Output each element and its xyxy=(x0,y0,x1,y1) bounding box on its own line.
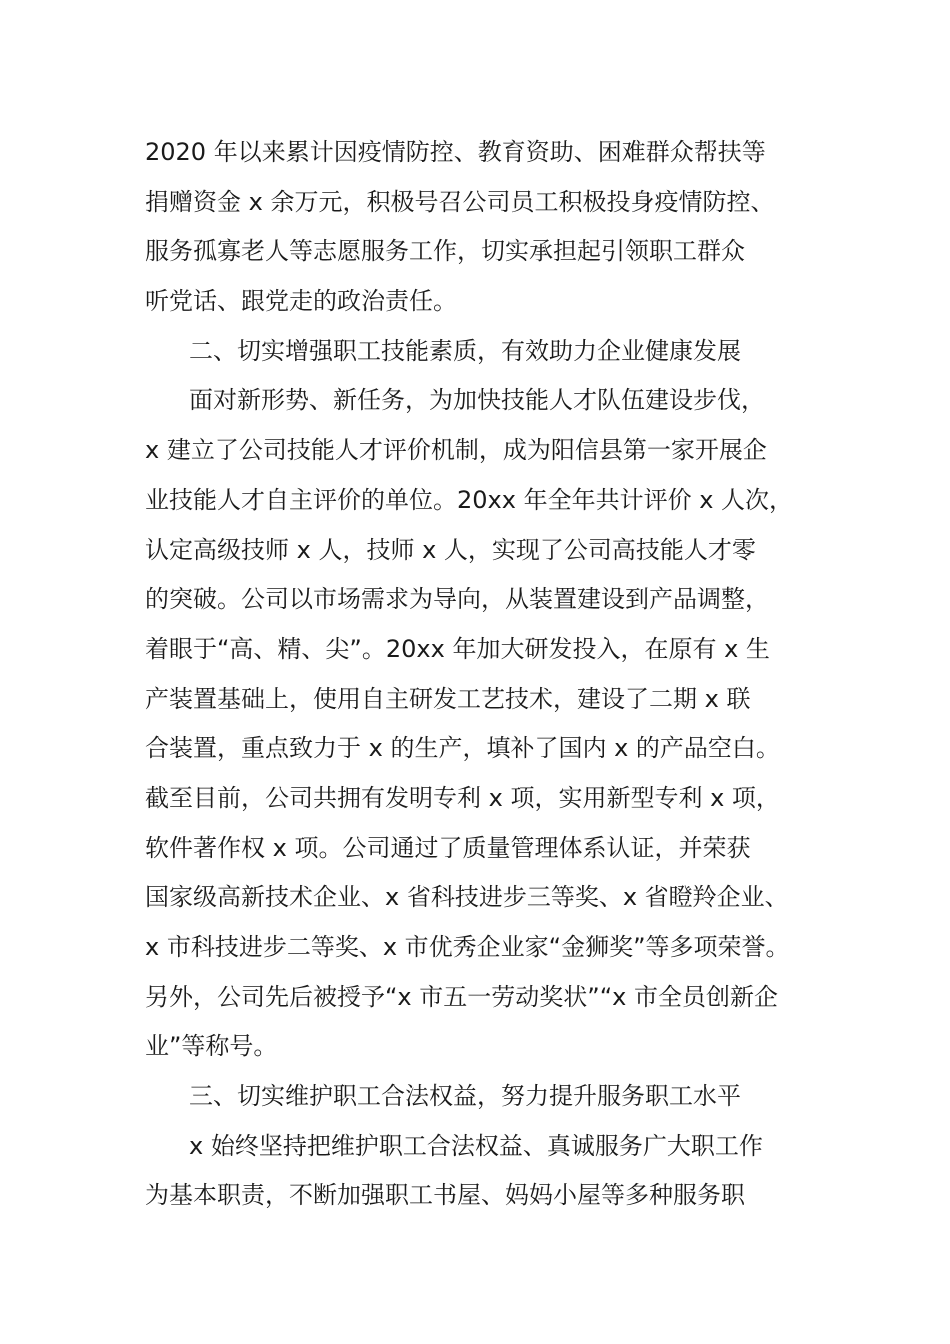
section-heading-2: 二、切实增强职工技能素质，有效助力企业健康发展 xyxy=(189,336,741,365)
paragraph-line: 为基本职责，不断加强职工书屋、妈妈小屋等多种服务职 xyxy=(145,1181,745,1210)
paragraph-line: 捐赠资金 x 余万元，积极号召公司员工积极投身疫情防控、 xyxy=(145,187,775,216)
paragraph-line: 听党话、跟党走的政治责任。 xyxy=(145,287,457,316)
paragraph-line: 着眼于“高、精、尖”。20xx 年加大研发投入，在原有 x 生 xyxy=(145,634,770,663)
paragraph-line: x 市科技进步二等奖、x 市优秀企业家“金狮奖”等多项荣誉。 xyxy=(145,933,790,961)
paragraph-line: 2020 年以来累计因疫情防控、教育资助、困难群众帮扶等 xyxy=(145,138,766,166)
paragraph-line: 另外，公司先后被授予“x 市五一劳动奖状”“x 市全员创新企 xyxy=(145,982,778,1011)
paragraph-line: 业技能人才自主评价的单位。20xx 年全年共计评价 x 人次， xyxy=(145,485,794,514)
paragraph-line: 截至目前，公司共拥有发明专利 x 项，实用新型专利 x 项， xyxy=(145,783,780,812)
paragraph-line: 认定高级技师 x 人，技师 x 人，实现了公司高技能人才零 xyxy=(145,535,756,564)
paragraph-line: 服务孤寡老人等志愿服务工作，切实承担起引领职工群众 xyxy=(145,237,745,266)
section-heading-3: 三、切实维护职工合法权益，努力提升服务职工水平 xyxy=(189,1082,741,1111)
paragraph-line: 产装置基础上，使用自主研发工艺技术，建设了二期 x 联 xyxy=(145,684,751,713)
paragraph-line: 的突破。公司以市场需求为导向，从装置建设到产品调整， xyxy=(145,585,769,614)
paragraph-line: x 建立了公司技能人才评价机制，成为阳信县第一家开展企 xyxy=(145,436,767,465)
paragraph-line: x 始终坚持把维护职工合法权益、真诚服务广大职工作 xyxy=(189,1131,763,1160)
paragraph-line: 国家级高新技术企业、x 省科技进步三等奖、x 省瞪羚企业、 xyxy=(145,883,789,912)
paragraph-line: 软件著作权 x 项。公司通过了质量管理体系认证，并荣获 xyxy=(145,833,751,862)
document-body xyxy=(145,128,845,1221)
paragraph-line: 面对新形势、新任务，为加快技能人才队伍建设步伐， xyxy=(189,386,765,415)
paragraph-line: 业”等称号。 xyxy=(145,1032,278,1061)
paragraph-line: 合装置，重点致力于 x 的生产，填补了国内 x 的产品空白。 xyxy=(145,734,780,763)
